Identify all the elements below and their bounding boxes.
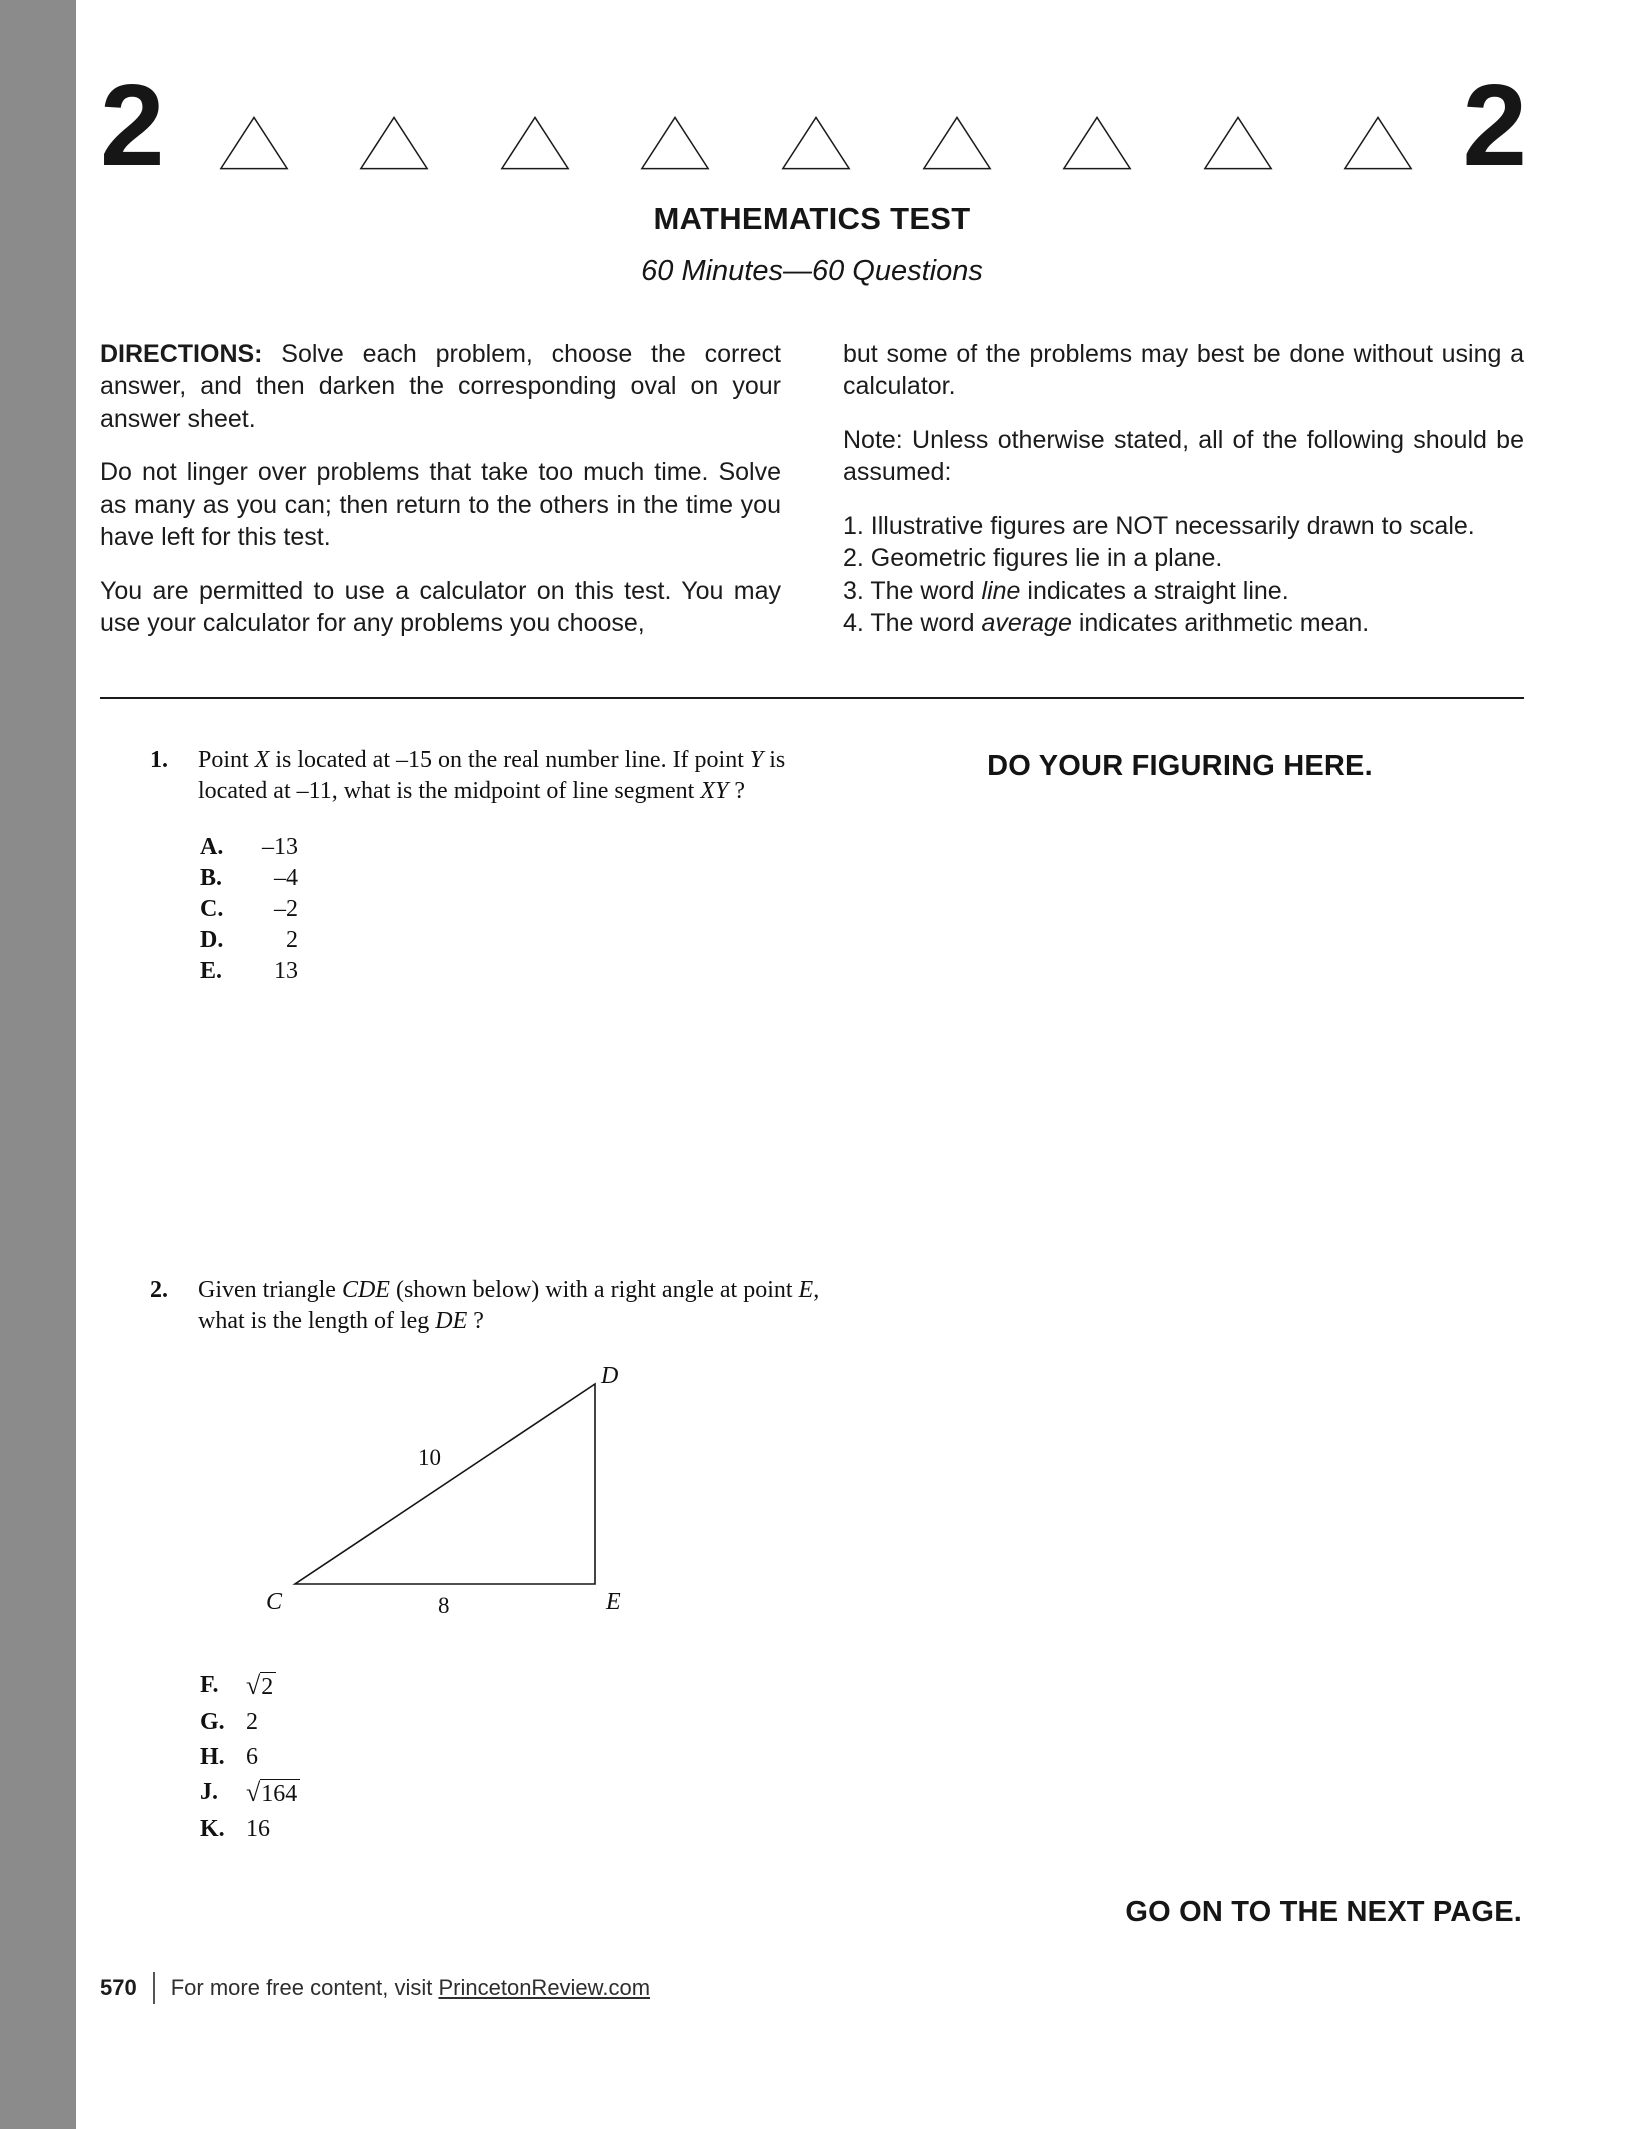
radical-sign: √ [246, 1777, 261, 1807]
question-1-choices [200, 832, 1524, 987]
choice-letter: E. [200, 957, 223, 984]
choice-letter: K. [200, 1815, 225, 1842]
choice-letter: H. [200, 1743, 225, 1770]
answer-choice-b [200, 863, 1524, 894]
question-text: Given triangle CDE (shown below) with a right angle at point E, what is the length of leg DE ? [198, 1276, 820, 1334]
note-1: 1. Illustrative figures are NOT necessarily drawn to scale. [843, 511, 1475, 540]
triangle-icon [358, 114, 430, 172]
answer-choice-j [200, 1775, 1524, 1812]
note-2: 2. Geometric figures lie in a plane. [843, 544, 1223, 573]
answer-choice-k [200, 1812, 1524, 1847]
page-number: 570 [100, 1975, 137, 2000]
choice-value: –13 [262, 833, 298, 860]
choice-value [246, 1668, 276, 1705]
answer-choice-e [200, 956, 1524, 987]
choice-letter: C. [200, 895, 224, 922]
choice-letter: J. [200, 1778, 218, 1805]
test-title: MATHEMATICS TEST [653, 200, 971, 236]
directions-paragraph-1: DIRECTIONS: Solve each problem, choose the correct answer, and then darken the corresponding oval on your answer sheet. [100, 339, 781, 433]
triangle-row [218, 100, 1415, 172]
choice-letter: G. [200, 1708, 225, 1735]
section-number-left: 2 [100, 60, 162, 190]
directions-paragraph-2: Do not linger over problems that take too much time. Solve as many as you can; then return to the others in the time you have left for this test. [100, 458, 781, 552]
choice-value: –2 [274, 895, 298, 922]
triangle-icon [1342, 114, 1414, 172]
directions-right-column [843, 338, 1524, 661]
answer-choice-a [200, 832, 1524, 863]
question-1-stem [150, 745, 870, 807]
radical-sign: √ [246, 1670, 261, 1700]
vertex-label-e: E [606, 1588, 621, 1615]
triangle-icon [1202, 114, 1274, 172]
questions-section [100, 745, 1524, 1847]
assumption-notes [843, 510, 1524, 640]
footer-divider [153, 1972, 155, 2004]
directions-section [100, 338, 1524, 661]
answer-choice-h [200, 1740, 1524, 1775]
answer-choice-g [200, 1705, 1524, 1740]
question-text: Point X is located at –15 on the real number line. If point Y is located at –11, what is the midpoint of line segment XY ? [198, 746, 786, 804]
divider-rule [100, 697, 1524, 699]
base-length-label: 8 [438, 1592, 450, 1618]
note-3: 3. The word line indicates a straight line. [843, 576, 1289, 605]
test-page [100, 0, 1524, 2129]
test-subtitle: 60 Minutes—60 Questions [641, 254, 983, 287]
right-triangle-shape [295, 1384, 595, 1584]
footer-text: For more free content, visit PrincetonReview.com [170, 1975, 651, 2000]
question-2 [100, 1275, 1524, 1847]
choice-value [246, 1775, 300, 1812]
choice-letter: A. [200, 833, 224, 860]
choice-value: 16 [246, 1815, 270, 1842]
choice-value: 2 [246, 1708, 258, 1735]
choice-value: –4 [274, 864, 298, 891]
figuring-heading: DO YOUR FIGURING HERE. [987, 749, 1373, 782]
go-on-text: GO ON TO THE NEXT PAGE. [1125, 1896, 1522, 1928]
answer-choice-f [200, 1668, 1524, 1705]
page-header [100, 0, 1524, 190]
triangle-icon [499, 114, 571, 172]
triangle-figure-wrap [250, 1359, 1524, 1630]
radicand: 2 [260, 1672, 276, 1700]
directions-left-column [100, 338, 781, 661]
directions-paragraph-5: Note: Unless otherwise stated, all of the following should be assumed: [843, 425, 1524, 487]
triangle-icon [218, 114, 290, 172]
hypotenuse-length-label: 10 [418, 1444, 441, 1470]
choice-letter: D. [200, 926, 224, 953]
directions-paragraph-4: but some of the problems may best be done without using a calculator. [843, 339, 1524, 401]
choice-value: 6 [246, 1743, 258, 1770]
choice-letter: B. [200, 864, 223, 891]
answer-choice-d [200, 925, 1524, 956]
vertex-label-d: D [601, 1362, 619, 1389]
section-number-right: 2 [1462, 60, 1524, 190]
left-margin-bar [0, 0, 76, 2129]
question-2-choices [200, 1668, 1524, 1847]
page-footer [100, 1972, 650, 2004]
choice-value: 13 [274, 957, 298, 984]
radicand: 164 [260, 1779, 300, 1807]
choice-value: 2 [286, 926, 298, 953]
triangle-icon [1061, 114, 1133, 172]
answer-choice-c [200, 894, 1524, 925]
triangle-icon [921, 114, 993, 172]
directions-paragraph-3: You are permitted to use a calculator on this test. You may use your calculator for any problems you choose, [100, 576, 781, 638]
question-2-stem [150, 1275, 870, 1337]
triangle-figure [250, 1359, 710, 1621]
triangle-icon [780, 114, 852, 172]
footer-link[interactable]: PrincetonReview.com [438, 1975, 651, 2000]
question-number: 2. [150, 1276, 168, 1303]
vertex-label-c: C [266, 1588, 283, 1615]
triangle-icon [639, 114, 711, 172]
choice-letter: F. [200, 1671, 219, 1698]
question-number: 1. [150, 746, 168, 773]
note-4: 4. The word average indicates arithmetic mean. [843, 609, 1370, 638]
